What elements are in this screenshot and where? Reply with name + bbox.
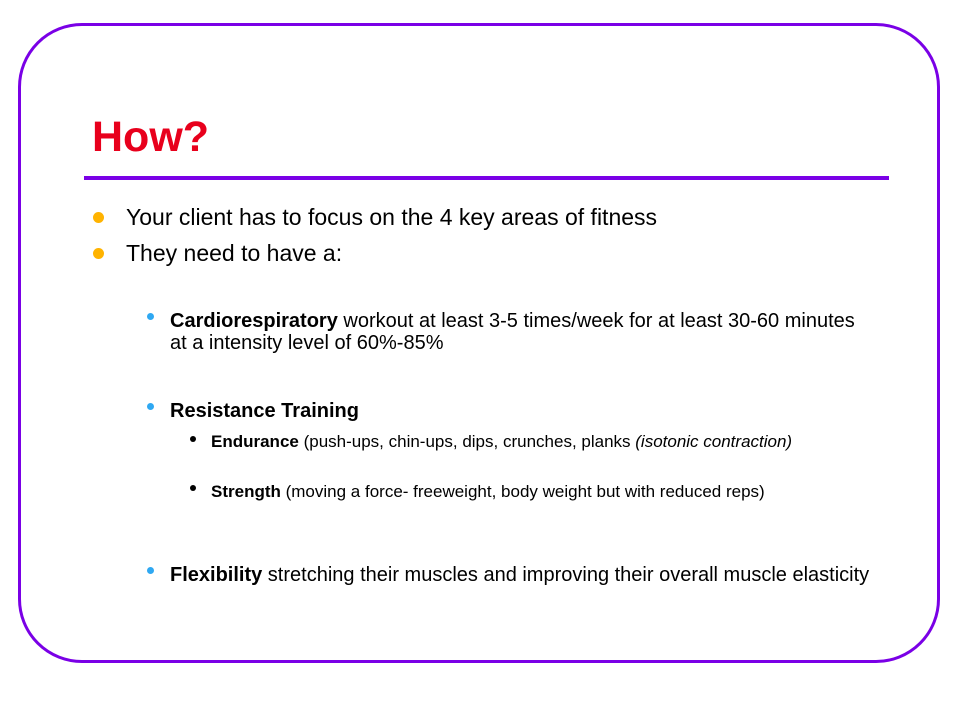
strength-text: (moving a force- freeweight, body weight but with reduced reps) — [280, 482, 765, 501]
flexibility-text: stretching their muscles and improving their overall muscle elasticity — [262, 564, 870, 586]
bullet-item: They need to have a: — [126, 240, 343, 266]
strength-item — [211, 482, 851, 502]
bullet-dot-icon — [190, 436, 196, 442]
cardio-term: Cardiorespiratory — [170, 310, 338, 332]
bullet-dot-icon — [147, 313, 154, 320]
flexibility-term: Flexibility — [170, 564, 263, 586]
endurance-text: (push-ups, chin-ups, dips, crunches, planks — [298, 432, 636, 451]
title-underline — [84, 176, 889, 180]
slide-title: How? — [92, 113, 210, 161]
cardio-item — [170, 310, 870, 354]
bullet-dot-icon — [93, 212, 104, 223]
bullet-dot-icon — [147, 403, 154, 410]
bullet-dot-icon — [190, 485, 196, 491]
endurance-item — [211, 432, 851, 452]
bullet-dot-icon — [147, 567, 154, 574]
strength-term: Strength — [211, 482, 281, 501]
bullet-dot-icon — [93, 248, 104, 259]
flexibility-item — [170, 564, 870, 586]
resistance-term: Resistance Training — [170, 400, 359, 422]
endurance-term: Endurance — [211, 432, 299, 451]
resistance-item — [170, 400, 870, 422]
endurance-note: (isotonic contraction) — [635, 432, 793, 451]
cardio-text: workout at least 3-5 times/week for at least 30-60 minutes at a intensity level of 60%-85% — [170, 310, 855, 354]
bullet-item: Your client has to focus on the 4 key areas of fitness — [126, 204, 658, 230]
